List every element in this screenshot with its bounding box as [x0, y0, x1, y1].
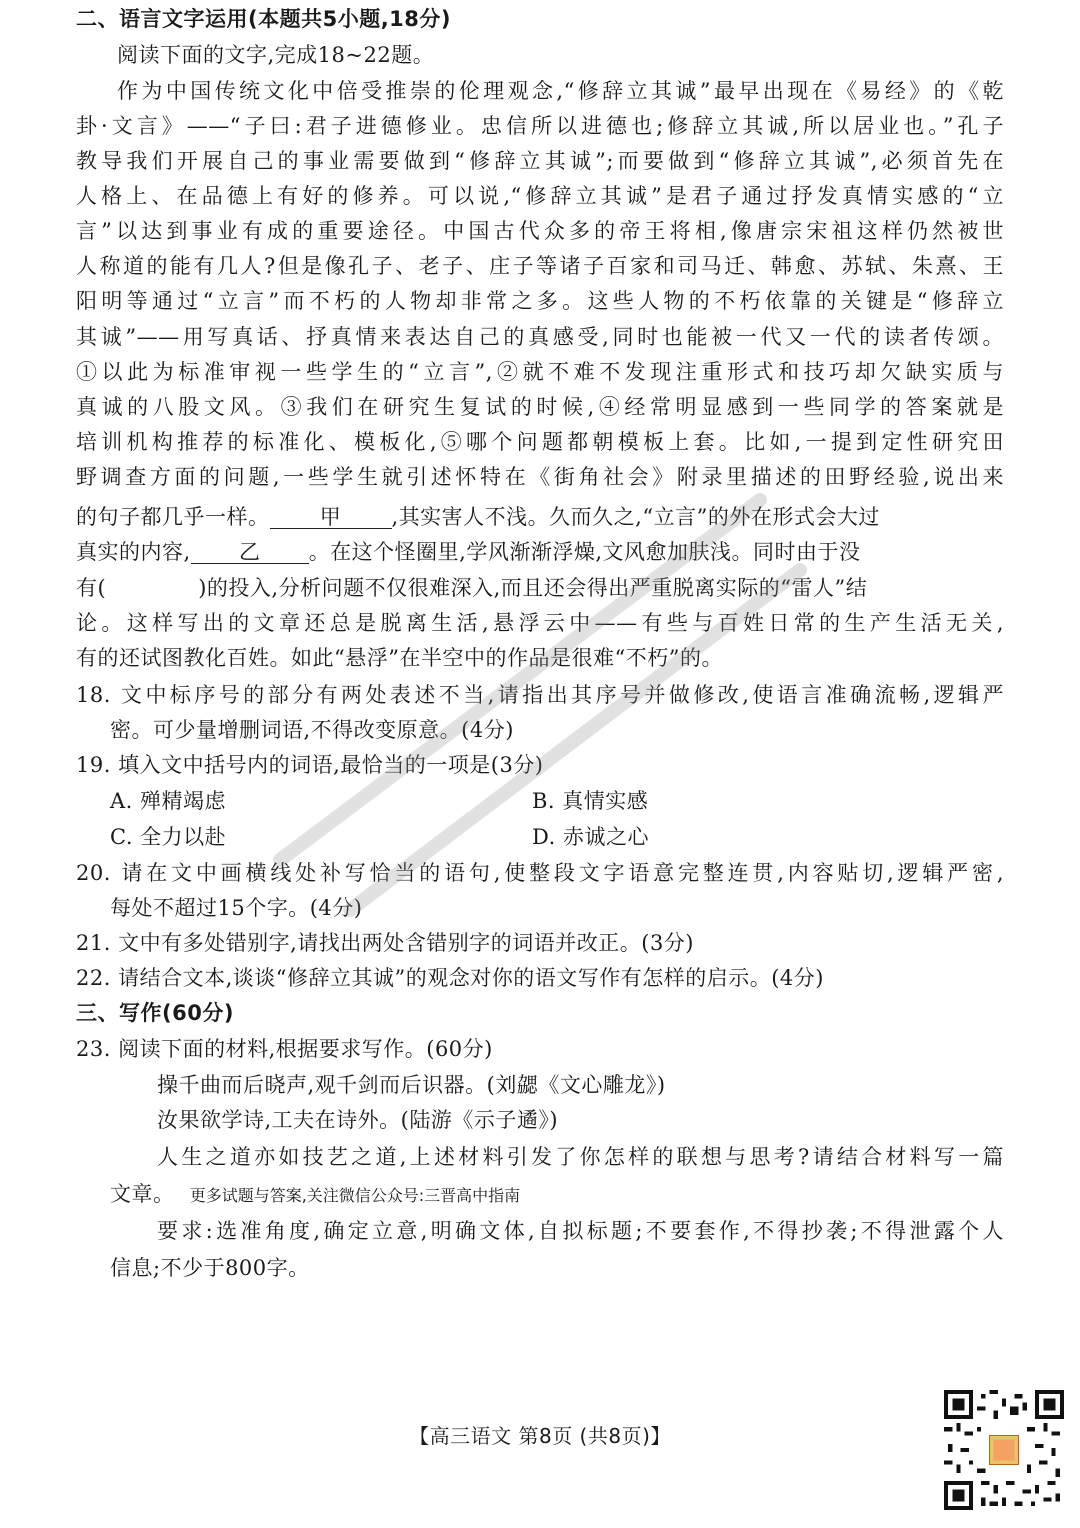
passage-line: 有的还试图教化百姓。如此“悬浮”在半空中的作品是很难“不朽”的。: [76, 646, 723, 670]
passage-line: [76, 500, 1004, 534]
requirements: 要求:选准角度,确定立意,明确文体,自拟标题;不要套作,不得抄袭;不得泄露个人: [157, 1219, 1004, 1243]
prompt-text: 文章。: [110, 1182, 175, 1206]
passage-line: 卦·文言》——“子曰:君子进德修业。忠信所以进德也;修辞立其诚,所以居业也。”孔子: [76, 114, 1004, 138]
option-b: B. 真情实感: [532, 789, 649, 813]
prompt-line: [110, 1177, 1004, 1211]
instruction: 阅读下面的文字,完成18~22题。: [117, 43, 435, 67]
option-a: A. 殚精竭虑: [110, 789, 227, 813]
passage-text: 。在这个怪圈里,学风渐渐浮燥,文风愈加肤浅。同时由于没: [308, 540, 861, 564]
passage-text: 真实的内容,: [76, 540, 191, 564]
option-d: D. 赤诚之心: [532, 825, 649, 849]
passage-line: 培训机构推荐的标准化、模板化,⑤哪个问题都朝模板上套。比如,一提到定性研究田: [76, 430, 1004, 454]
passage-line: 其诚”——用写真话、抒真情来表达自己的真感受,同时也能被一代又一代的读者传颂。: [76, 325, 1004, 349]
passage-line: [76, 571, 1004, 605]
passage-text: ,其实害人不浅。久而久之,“立言”的外在形式会大过: [391, 505, 880, 529]
quote-lu-you: 汝果欲学诗,工夫在诗外。(陆游《示子遹》): [157, 1108, 559, 1132]
passage-text: 有(: [76, 576, 107, 600]
passage-line: [76, 535, 1004, 569]
blank-yi[interactable]: 乙: [191, 537, 309, 564]
passage-line: 言”以达到事业有成的重要途径。中国古代众多的帝王将相,像唐宗宋祖这样仍然被世: [76, 219, 1004, 243]
passage-line: 真诚的八股文风。③我们在研究生复试的时候,④经常明显感到一些同学的答案就是: [76, 395, 1004, 419]
passage-line: 阳明等通过“立言”而不朽的人物却非常之多。这些人物的不朽依靠的关键是“修辞立: [76, 289, 1004, 313]
passage-line: 人格上、在品德上有好的修养。可以说,“修辞立其诚”是君子通过抒发真情实感的“立: [76, 184, 1004, 208]
option-c: C. 全力以赴: [110, 825, 227, 849]
passage-line: 人称道的能有几人?但是像孔子、老子、庄子等诸子百家和司马迁、韩愈、苏轼、朱熹、王: [76, 254, 1004, 278]
question-19: 19. 填入文中括号内的词语,最恰当的一项是(3分): [76, 753, 544, 777]
promo-note: 更多试题与答案,关注微信公众号:三晋高中指南: [189, 1186, 521, 1205]
passage-line: 野调查方面的问题,一些学生就引述怀特在《街角社会》附录里描述的田野经验,说出来: [76, 465, 1004, 489]
passage-text: 的句子都几乎一样。: [76, 505, 270, 529]
passage-line: 教导我们开展自己的事业需要做到“修辞立其诚”;而要做到“修辞立其诚”,必须首先在: [76, 149, 1004, 173]
quote-liu-xie: 操千曲而后晓声,观千剑而后识器。(刘勰《文心雕龙》): [157, 1073, 666, 1097]
question-18: 18. 文中标序号的部分有两处表述不当,请指出其序号并做修改,使语言准确流畅,逻辑严: [76, 683, 1004, 707]
passage-line: 论。这样写出的文章还总是脱离生活,悬浮云中——有些与百姓日常的生产生活无关,: [76, 611, 1004, 635]
question-23: 23. 阅读下面的材料,根据要求写作。(60分): [76, 1037, 493, 1061]
requirements-cont: 信息;不少于800字。: [110, 1256, 310, 1280]
question-21: 21. 文中有多处错别字,请找出两处含错别字的词语并改正。(3分): [76, 931, 694, 955]
page-footer: 【高三语文 第8页 (共8页)】: [409, 1424, 671, 1448]
question-22: 22. 请结合文本,谈谈“修辞立其诚”的观念对你的语文写作有怎样的启示。(4分): [76, 966, 824, 990]
passage-line: 作为中国传统文化中倍受推崇的伦理观念,“修辞立其诚”最早出现在《易经》的《乾: [117, 79, 1004, 103]
prompt-line: 人生之道亦如技艺之道,上述材料引发了你怎样的联想与思考?请结合材料写一篇: [157, 1145, 1004, 1169]
passage-text: )的投入,分析问题不仅很难深入,而且还会得出严重脱离实际的“雷人”结: [198, 576, 868, 600]
question-18-cont: 密。可少量增删词语,不得改变原意。(4分): [110, 718, 514, 742]
passage-line: ①以此为标准审视一些学生的“立言”,②就不难不发现注重形式和技巧却欠缺实质与: [76, 360, 1004, 384]
question-20: 20. 请在文中画横线处补写恰当的语句,使整段文字语意完整连贯,内容贴切,逻辑严密,: [76, 861, 1004, 885]
question-20-cont: 每处不超过15个字。(4分): [110, 896, 363, 920]
blank-jia[interactable]: 甲: [270, 502, 392, 529]
section-heading: 三、写作(60分): [76, 1001, 234, 1025]
qr-code-icon: [944, 1390, 1064, 1510]
section-heading: 二、语言文字运用(本题共5小题,18分): [76, 7, 452, 31]
